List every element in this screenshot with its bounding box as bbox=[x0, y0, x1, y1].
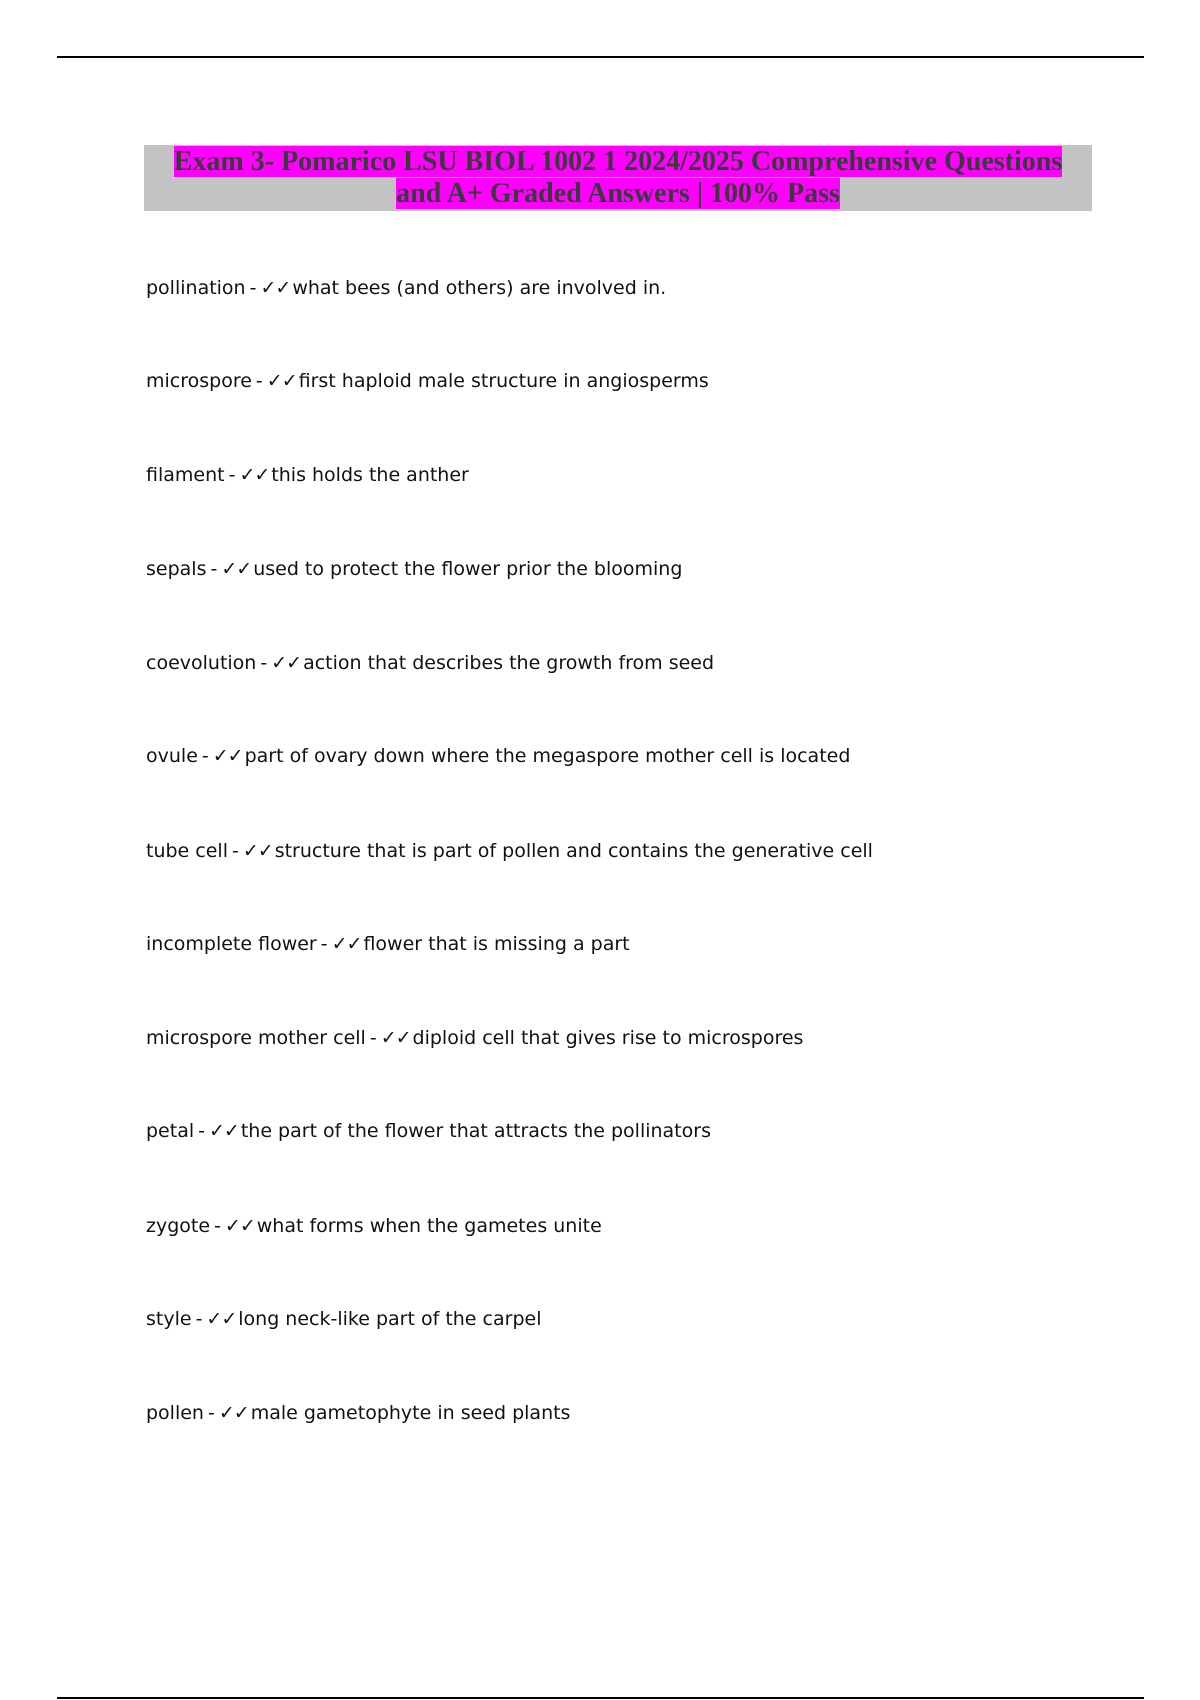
qa-term: style bbox=[146, 1308, 192, 1330]
qa-term: incomplete flower bbox=[146, 933, 317, 955]
qa-separator: - bbox=[260, 652, 268, 674]
qa-term: pollination bbox=[146, 277, 246, 299]
check-mark-icon: ✓✓ bbox=[221, 558, 252, 580]
qa-definition: male gametophyte in seed plants bbox=[250, 1402, 571, 1424]
qa-definition: part of ovary down where the megaspore mother cell is located bbox=[244, 745, 851, 767]
check-mark-icon: ✓✓ bbox=[380, 1027, 411, 1049]
qa-item bbox=[146, 557, 682, 581]
qa-definition: first haploid male structure in angiosperms bbox=[298, 370, 709, 392]
qa-definition: flower that is missing a part bbox=[363, 933, 630, 955]
qa-separator: - bbox=[201, 745, 209, 767]
qa-separator: - bbox=[207, 1402, 215, 1424]
qa-definition: structure that is part of pollen and contains the generative cell bbox=[274, 840, 873, 862]
qa-definition: used to protect the flower prior the blooming bbox=[253, 558, 683, 580]
qa-term: ovule bbox=[146, 745, 198, 767]
qa-separator: - bbox=[369, 1027, 377, 1049]
qa-definition: what bees (and others) are involved in. bbox=[292, 277, 667, 299]
qa-separator: - bbox=[255, 370, 263, 392]
check-mark-icon: ✓✓ bbox=[208, 1120, 239, 1142]
qa-item bbox=[146, 1119, 711, 1143]
qa-definition: this holds the anther bbox=[271, 464, 469, 486]
qa-item bbox=[146, 369, 709, 393]
qa-item bbox=[146, 932, 630, 956]
qa-item bbox=[146, 276, 666, 300]
qa-item bbox=[146, 463, 469, 487]
qa-separator: - bbox=[214, 1215, 221, 1237]
qa-item bbox=[146, 1401, 570, 1425]
qa-term: coevolution bbox=[146, 652, 257, 674]
qa-term: filament bbox=[146, 464, 225, 486]
qa-separator: - bbox=[320, 933, 328, 955]
check-mark-icon: ✓✓ bbox=[242, 840, 273, 862]
qa-term: sepals bbox=[146, 558, 207, 580]
qa-definition: long neck-like part of the carpel bbox=[238, 1308, 542, 1330]
check-mark-icon: ✓✓ bbox=[206, 1308, 237, 1330]
top-rule bbox=[57, 56, 1144, 58]
qa-separator: - bbox=[228, 464, 236, 486]
check-mark-icon: ✓✓ bbox=[271, 652, 302, 674]
qa-separator: - bbox=[210, 558, 218, 580]
qa-term: petal bbox=[146, 1120, 195, 1142]
qa-term: microspore bbox=[146, 370, 252, 392]
qa-definition: diploid cell that gives rise to microspores bbox=[412, 1027, 804, 1049]
document-title bbox=[148, 146, 1088, 210]
title-banner bbox=[144, 145, 1092, 211]
qa-term: zygote bbox=[146, 1215, 211, 1237]
qa-separator: - bbox=[231, 840, 239, 862]
qa-item bbox=[146, 1307, 541, 1331]
qa-separator: - bbox=[249, 277, 257, 299]
check-mark-icon: ✓✓ bbox=[239, 464, 270, 486]
check-mark-icon: ✓✓ bbox=[218, 1402, 249, 1424]
check-mark-icon: ✓✓ bbox=[266, 370, 297, 392]
qa-definition: action that describes the growth from seed bbox=[303, 652, 715, 674]
qa-item bbox=[146, 1026, 803, 1050]
qa-item bbox=[146, 1214, 602, 1238]
check-mark-icon: ✓✓ bbox=[260, 277, 291, 299]
check-mark-icon: ✓✓ bbox=[331, 933, 362, 955]
qa-term: microspore mother cell bbox=[146, 1027, 366, 1049]
check-mark-icon: ✓✓ bbox=[224, 1215, 255, 1237]
qa-item bbox=[146, 839, 873, 863]
check-mark-icon: ✓✓ bbox=[212, 745, 243, 767]
qa-definition: the part of the flower that attracts the pollinators bbox=[240, 1120, 711, 1142]
qa-separator: - bbox=[195, 1308, 203, 1330]
qa-term: tube cell bbox=[146, 840, 228, 862]
qa-term: pollen bbox=[146, 1402, 204, 1424]
document-title-text: Exam 3- Pomarico LSU BIOL 1002 1 2024/2025 Comprehensive Questions and A+ Graded Answers | 100% Pass bbox=[173, 146, 1063, 209]
bottom-rule bbox=[57, 1697, 1144, 1699]
qa-separator: - bbox=[198, 1120, 205, 1142]
qa-item bbox=[146, 651, 714, 675]
qa-item bbox=[146, 744, 850, 768]
qa-definition: what forms when the gametes unite bbox=[256, 1215, 602, 1237]
